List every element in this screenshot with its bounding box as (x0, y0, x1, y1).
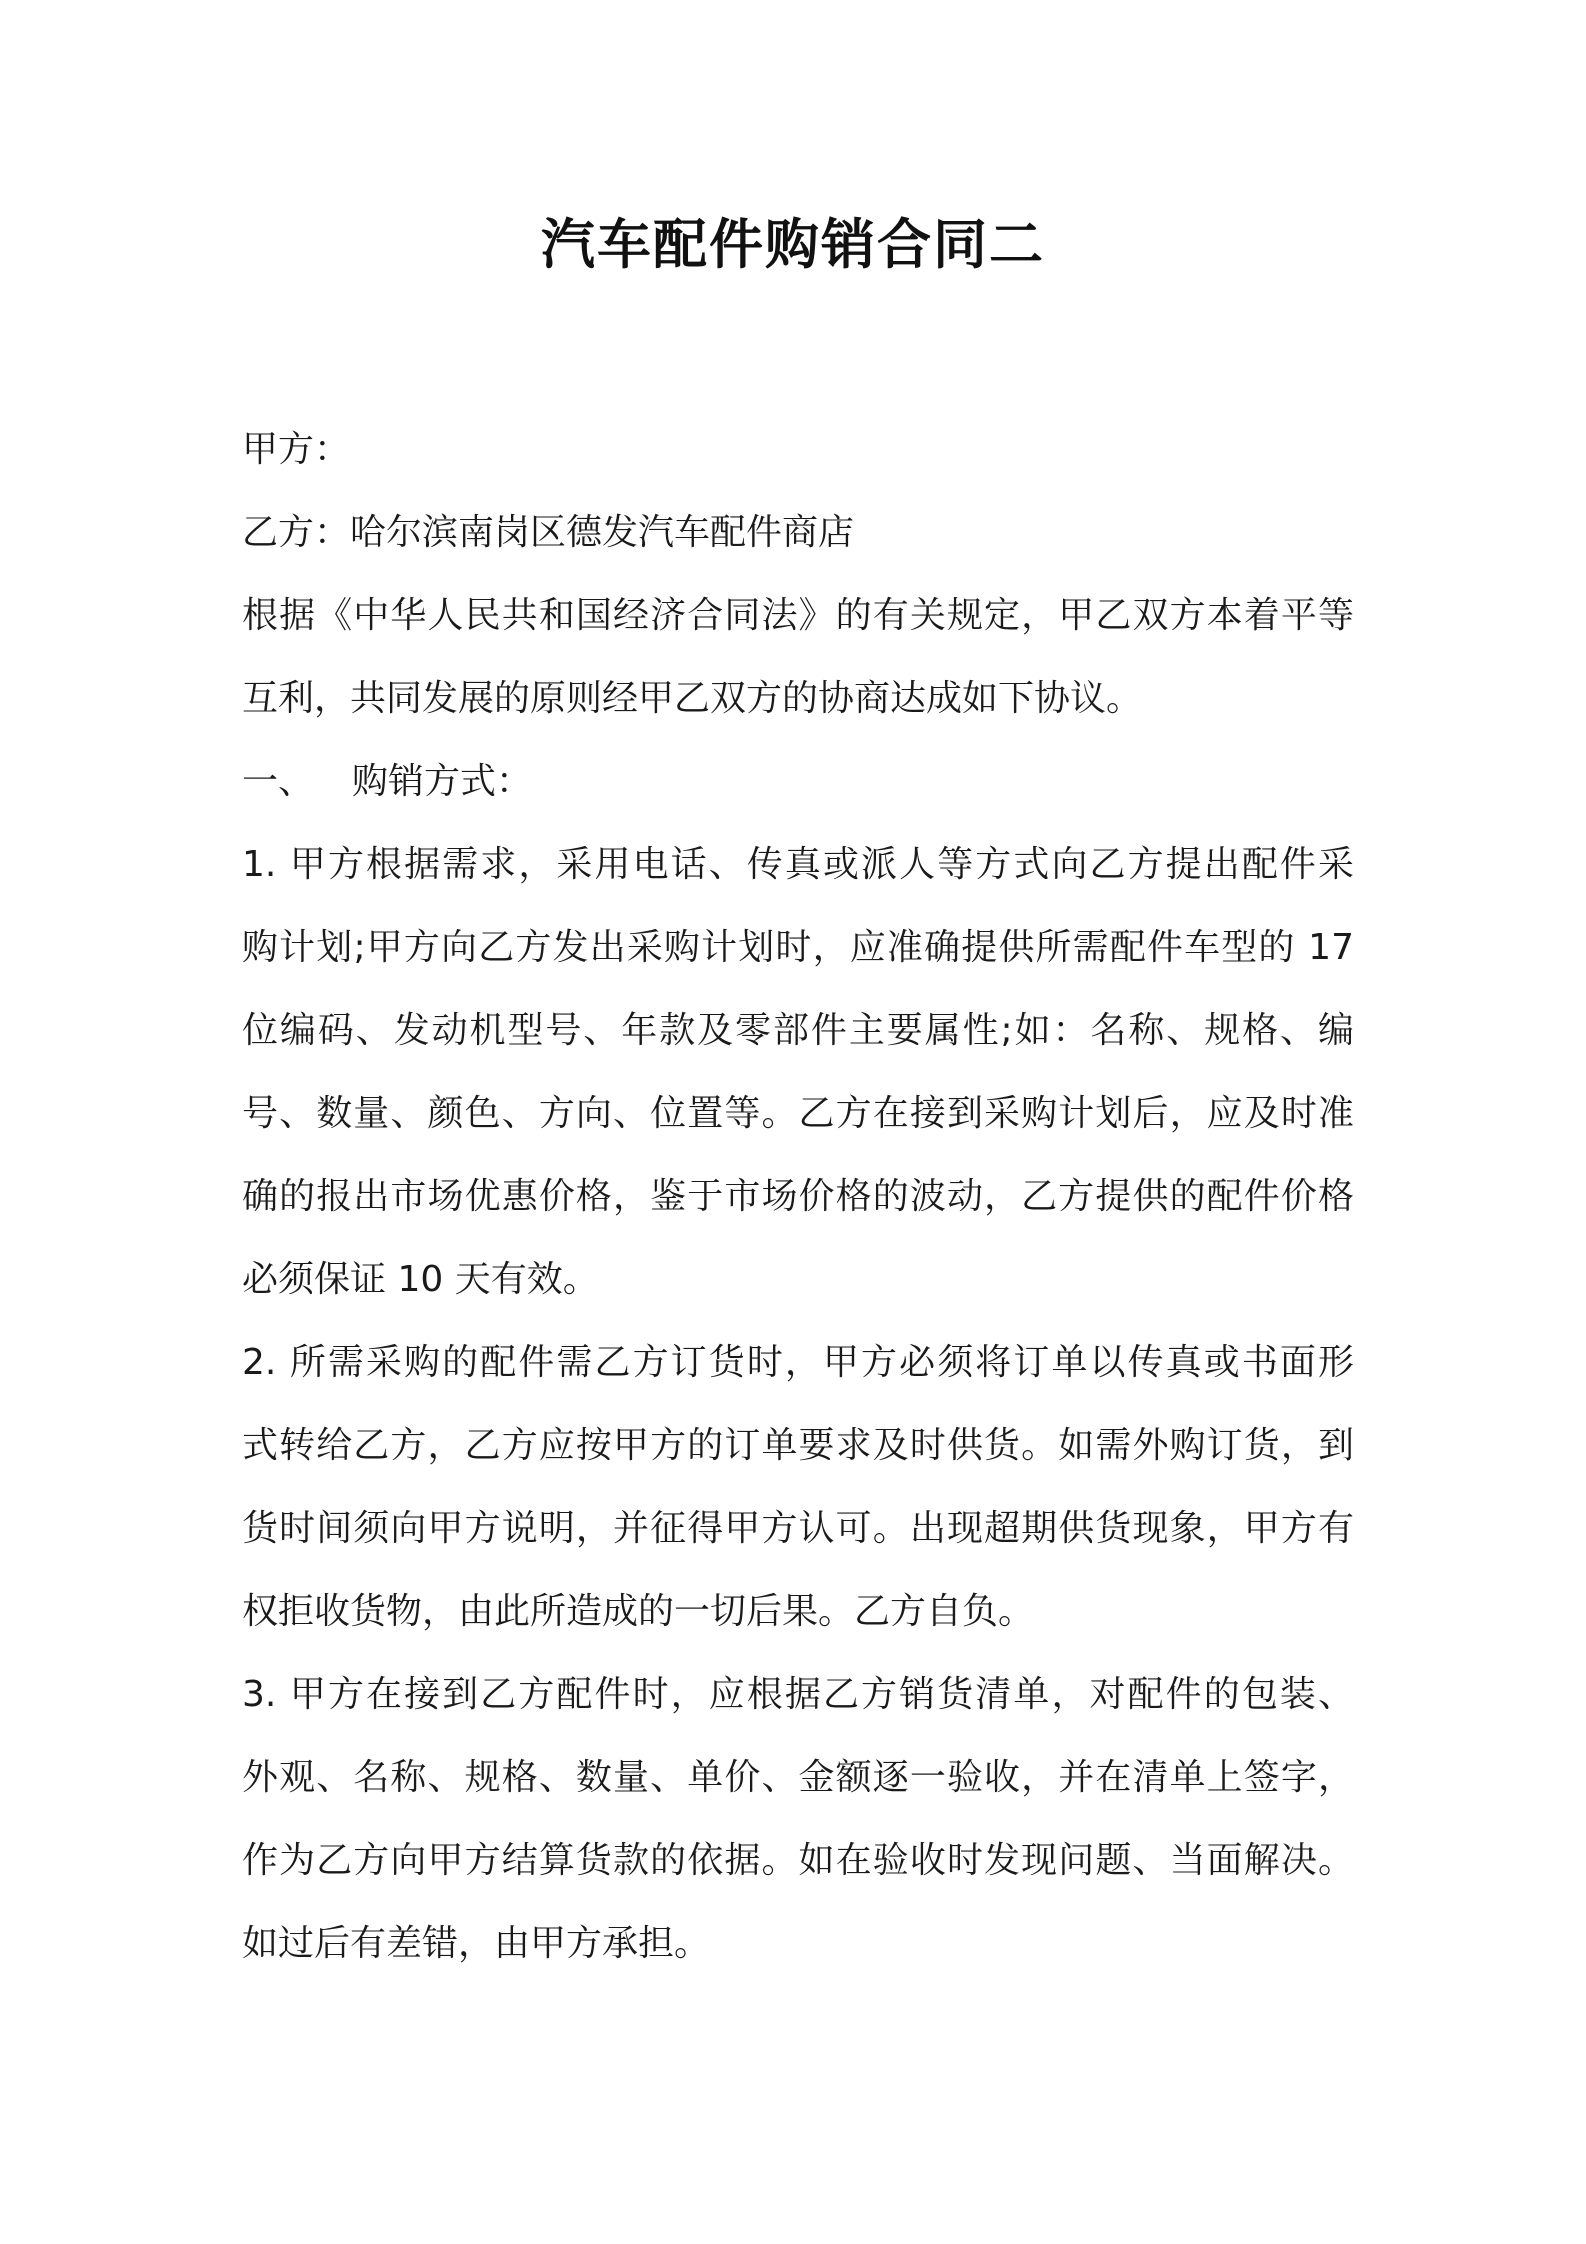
preamble-line: 根据《中华人民共和国经济合同法》的有关规定，甲乙双方本着平等 (242, 595, 1354, 636)
clause-1-line: 1. 甲方根据需求，采用电话、传真或派人等方式向乙方提出配件采 (242, 844, 1354, 885)
clause-1-line: 必须保证 10 天有效。 (242, 1259, 599, 1300)
section-heading (242, 740, 1354, 823)
clause-3-line: 外观、名称、规格、数量、单价、金额逐一验收，并在清单上签字， (242, 1757, 1354, 1798)
document-body (242, 408, 1354, 1985)
preamble-line: 互利，共同发展的原则经甲乙双方的协商达成如下协议。 (242, 678, 1143, 719)
clause-3-line: 3. 甲方在接到乙方配件时，应根据乙方销货清单，对配件的包装、 (242, 1674, 1354, 1715)
party-a-line: 甲方： (242, 429, 351, 470)
clause-2-line: 权拒收货物，由此所造成的一切后果。乙方自负。 (242, 1591, 1035, 1632)
clause-1-line: 确的报出市场优惠价格，鉴于市场价格的波动，乙方提供的配件价格 (242, 1176, 1354, 1217)
document-title: 汽车配件购销合同二 (541, 213, 1045, 276)
section-number: 一、 (242, 761, 315, 802)
clause-2-line: 货时间须向甲方说明，并征得甲方认可。出现超期供货现象，甲方有 (242, 1508, 1354, 1549)
clause-2-line: 式转给乙方，乙方应按甲方的订单要求及时供货。如需外购订货，到 (242, 1425, 1354, 1466)
clause-2-line: 2. 所需采购的配件需乙方订货时，甲方必须将订单以传真或书面形 (242, 1342, 1354, 1383)
clause-3-line: 作为乙方向甲方结算货款的依据。如在验收时发现问题、当面解决。 (242, 1840, 1354, 1881)
clause-3-line: 如过后有差错，由甲方承担。 (242, 1923, 711, 1964)
clause-1-line: 购计划;甲方向乙方发出采购计划时，应准确提供所需配件车型的 17 (242, 927, 1354, 968)
clause-1-line: 位编码、发动机型号、年款及零部件主要属性;如：名称、规格、编 (242, 1010, 1354, 1051)
party-b-line: 乙方：哈尔滨南岗区德发汽车配件商店 (242, 512, 855, 553)
clause-1-line: 号、数量、颜色、方向、位置等。乙方在接到采购计划后，应及时准 (242, 1093, 1354, 1134)
section-title: 购销方式： (352, 761, 533, 802)
